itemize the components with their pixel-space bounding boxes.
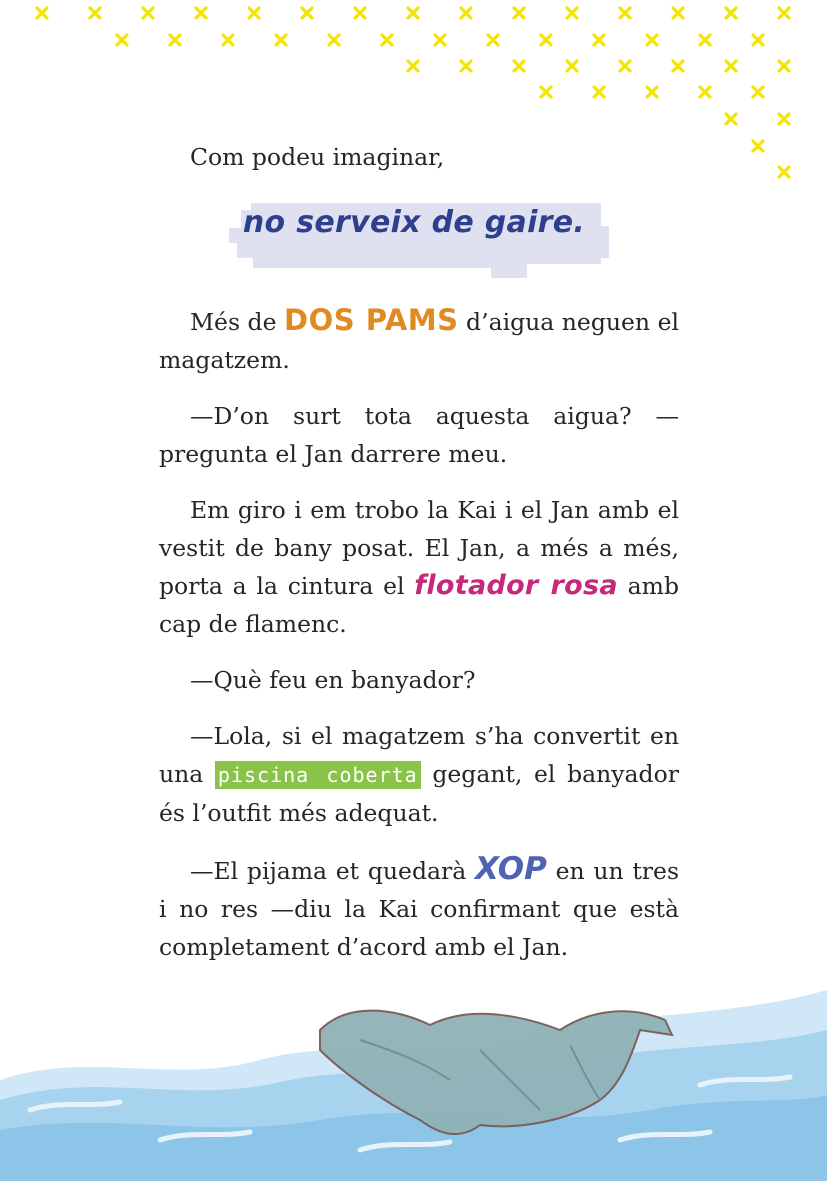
cross-mark bbox=[700, 35, 710, 45]
cross-mark bbox=[170, 35, 180, 45]
cross-mark bbox=[779, 114, 789, 124]
paragraph-5: —Lola, si el magatzem s’ha convertit en una piscina coberta gegant, el banyador és l’outfit més adequat. bbox=[159, 722, 679, 827]
paragraph-6: —El pijama et quedarà XOP en un tres i no res —diu la Kai confirmant que està completament d’acord amb el Jan. bbox=[159, 851, 680, 961]
cross-mark bbox=[753, 141, 763, 151]
cross-mark bbox=[567, 8, 577, 18]
cross-mark bbox=[514, 8, 524, 18]
cross-mark bbox=[779, 61, 789, 71]
cross-mark bbox=[620, 8, 630, 18]
cross-mark bbox=[514, 61, 524, 71]
cross-mark bbox=[37, 8, 47, 18]
highlight-piscina-coberta: piscina coberta bbox=[215, 761, 421, 789]
opening-line: Com podeu imaginar, bbox=[190, 143, 445, 171]
cross-mark bbox=[461, 8, 471, 18]
cross-mark bbox=[726, 61, 736, 71]
cross-mark bbox=[276, 35, 286, 45]
cross-mark bbox=[647, 87, 657, 97]
cross-mark bbox=[329, 35, 339, 45]
paragraph-4: —Què feu en banyador? bbox=[190, 666, 476, 694]
cross-mark bbox=[779, 167, 789, 177]
highlight-flotador-rosa: flotador rosa bbox=[414, 570, 618, 601]
banner-text: no serveix de gaire. bbox=[242, 205, 586, 240]
cross-mark bbox=[408, 8, 418, 18]
cross-mark bbox=[541, 35, 551, 45]
cross-mark bbox=[753, 35, 763, 45]
cross-mark bbox=[488, 35, 498, 45]
banner-callout bbox=[229, 188, 609, 280]
cross-mark bbox=[726, 8, 736, 18]
cross-mark bbox=[541, 87, 551, 97]
cross-mark bbox=[779, 8, 789, 18]
highlight-dos-pams: DOS PAMS bbox=[284, 303, 459, 337]
paragraph-1: Més de DOS PAMS d’aigua neguen el magatzem. bbox=[159, 303, 679, 374]
cross-mark bbox=[143, 8, 153, 18]
water-waves-illustration bbox=[0, 990, 827, 1181]
cross-mark bbox=[567, 61, 577, 71]
cross-mark bbox=[435, 35, 445, 45]
cross-mark bbox=[461, 61, 471, 71]
cross-mark bbox=[249, 8, 259, 18]
cross-mark bbox=[302, 8, 312, 18]
cross-mark bbox=[90, 8, 100, 18]
cross-mark bbox=[594, 87, 604, 97]
paragraph-2: —D’on surt tota aquesta aigua? —pregunta el Jan darrere meu. bbox=[159, 402, 679, 468]
body-text bbox=[159, 301, 679, 966]
cross-mark bbox=[196, 8, 206, 18]
cross-mark bbox=[382, 35, 392, 45]
cross-mark bbox=[673, 8, 683, 18]
cross-mark bbox=[620, 61, 630, 71]
cross-mark bbox=[223, 35, 233, 45]
cross-mark bbox=[700, 87, 710, 97]
cross-mark bbox=[594, 35, 604, 45]
cross-mark bbox=[753, 87, 763, 97]
cross-mark bbox=[647, 35, 657, 45]
cross-mark bbox=[355, 8, 365, 18]
paragraph-3: Em giro i em trobo la Kai i el Jan amb el vestit de bany posat. El Jan, a més a més, porta a la cintura el flotador rosa amb cap de flamenc. bbox=[159, 496, 680, 638]
cross-mark bbox=[117, 35, 127, 45]
highlight-xop: XOP bbox=[474, 851, 547, 887]
cross-mark bbox=[408, 61, 418, 71]
cross-mark bbox=[673, 61, 683, 71]
cross-mark bbox=[726, 114, 736, 124]
